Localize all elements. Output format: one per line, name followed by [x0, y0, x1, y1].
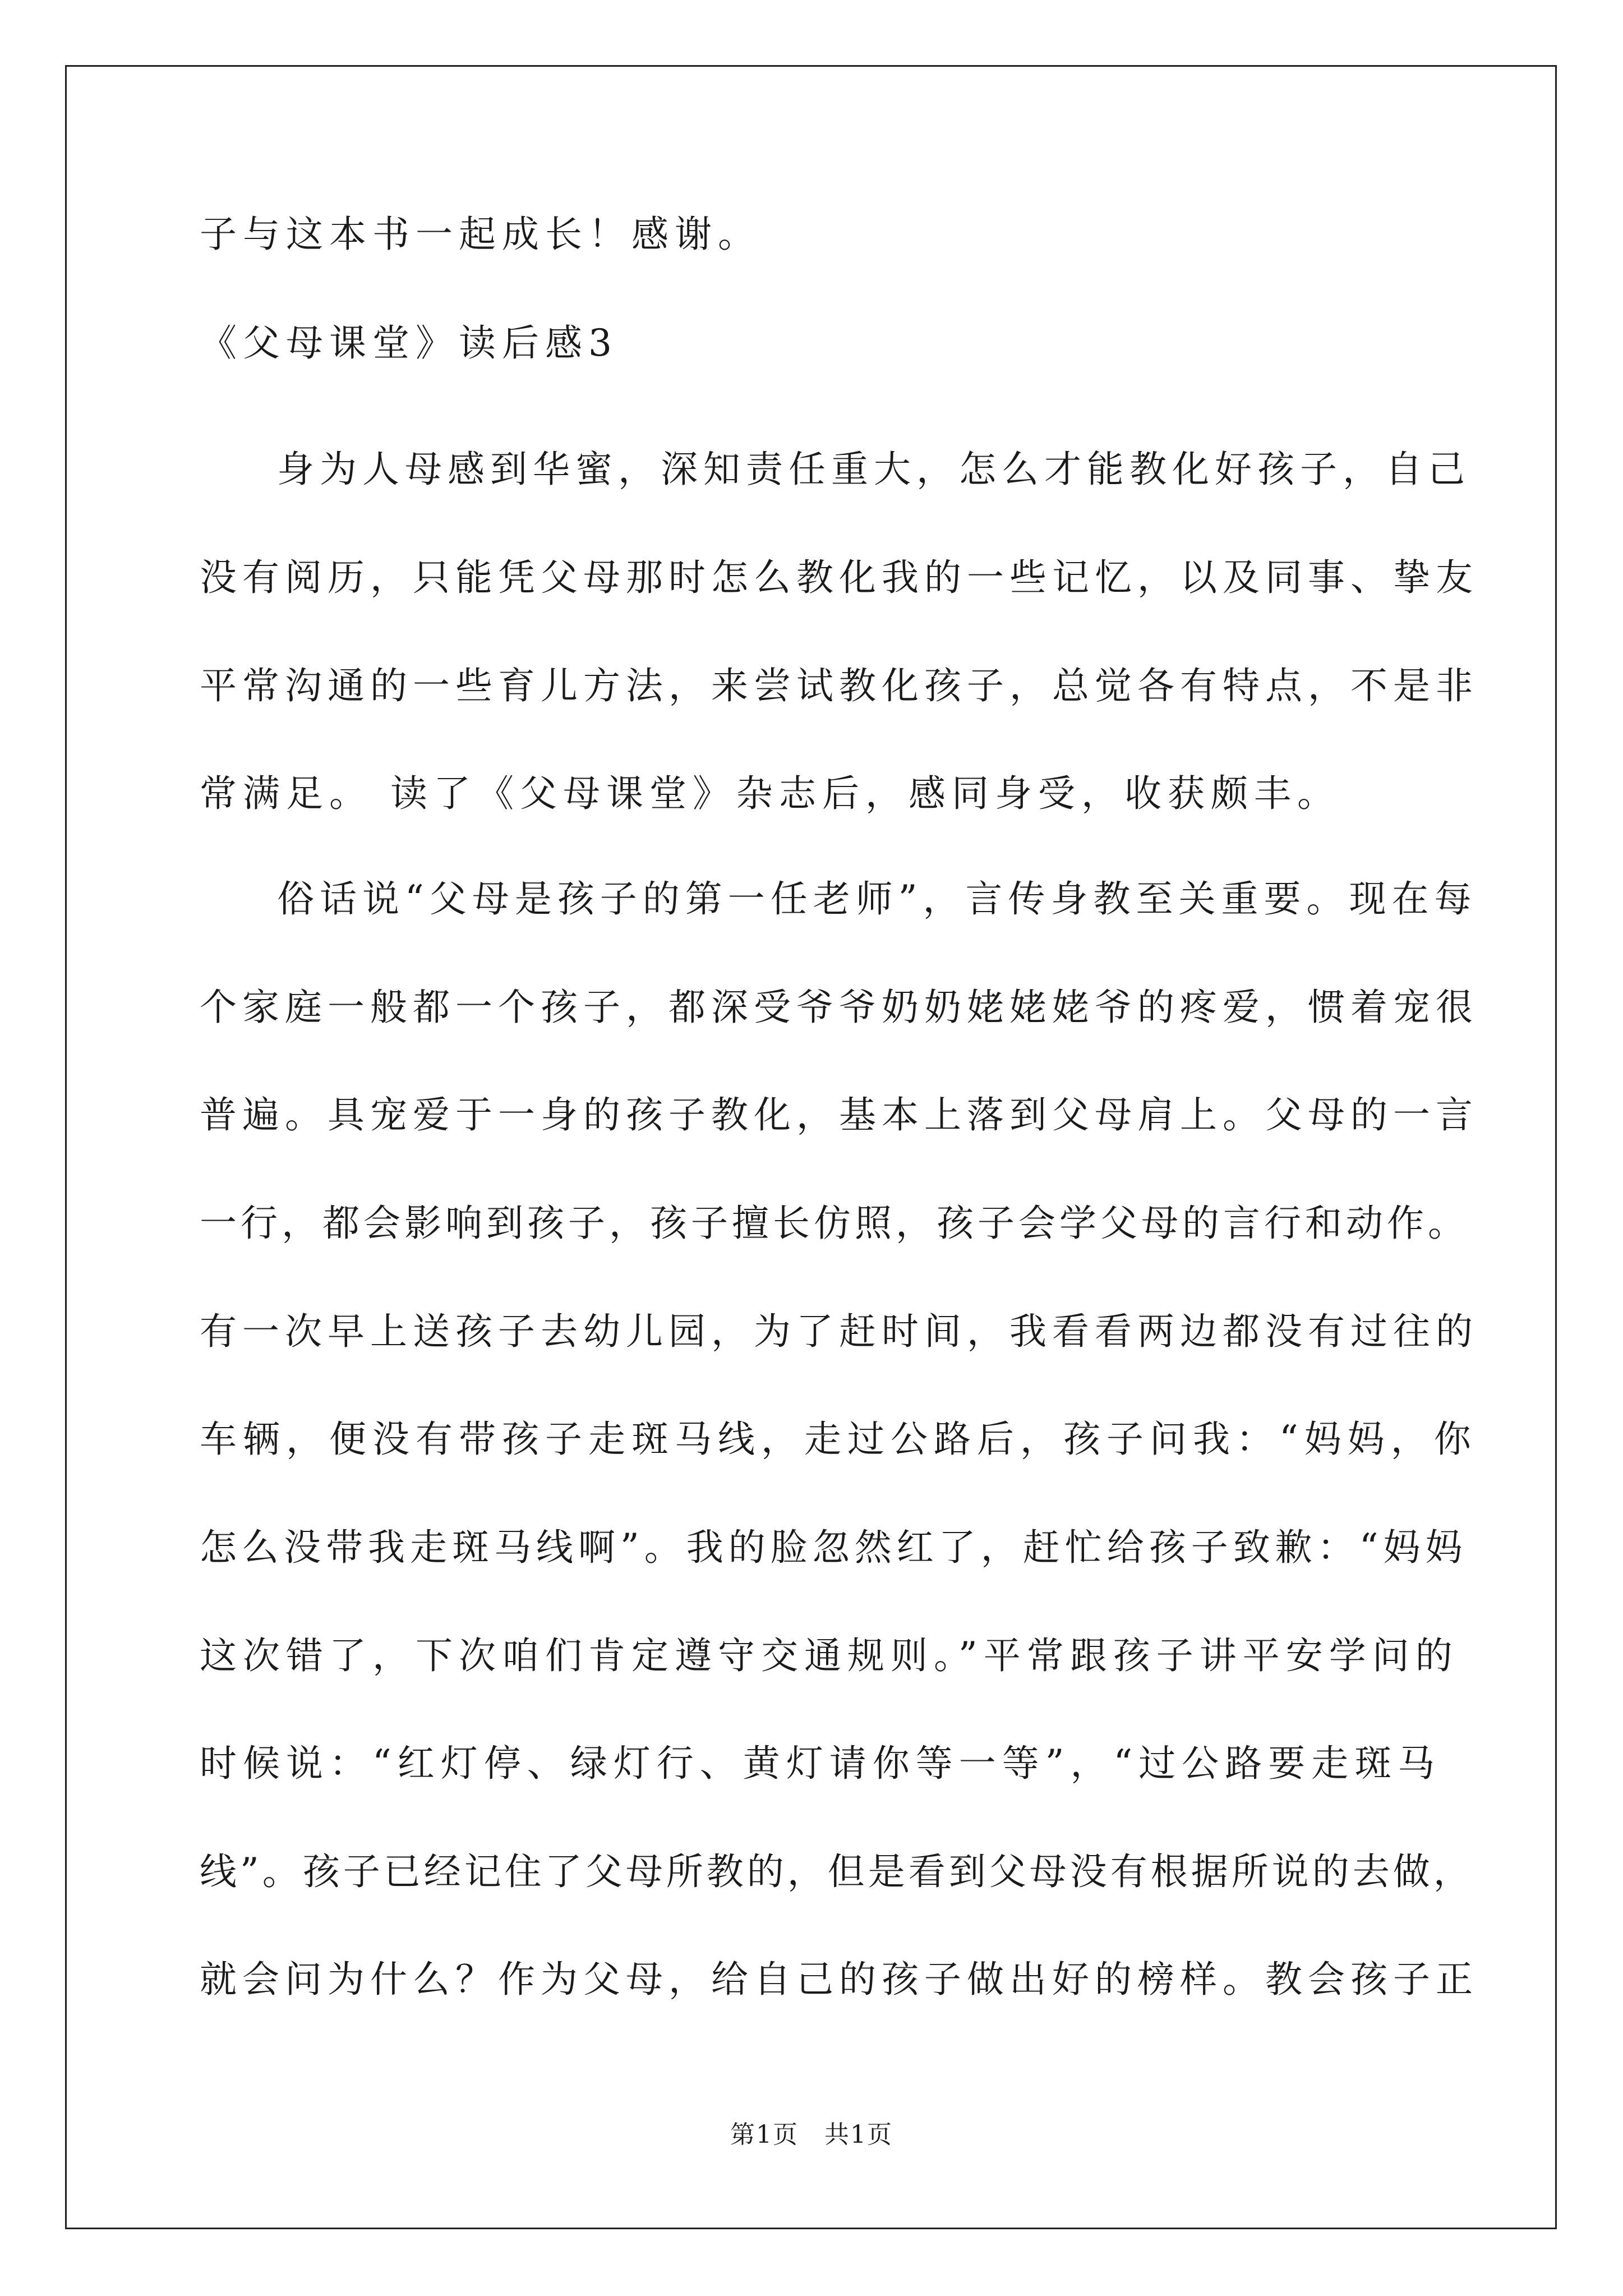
text-line: 有一次早上送孩子去幼儿园，为了赶时间，我看看两边都没有过往的: [200, 1310, 1478, 1353]
text-line: 个家庭一般都一个孩子，都深受爷爷奶奶姥姥姥爷的疼爱，惯着宠很: [200, 986, 1478, 1029]
text-line: 一行，都会影响到孩子，孩子擅长仿照，孩子会学父母的言行和动作。: [200, 1202, 1469, 1245]
text-line: 平常沟通的一些育儿方法，来尝试教化孩子，总觉各有特点，不是非: [200, 664, 1478, 707]
text-line: 就会问为什么？作为父母，给自己的孩子做出好的榜样。教会孩子正: [200, 1958, 1478, 2001]
text-line: 怎么没带我走斑马线啊”。我的脸忽然红了，赶忙给孩子致歉：“妈妈: [200, 1526, 1468, 1569]
text-line: 常满足。 读了《父母课堂》杂志后，感同身受，收获颇丰。: [200, 772, 1340, 815]
text-line: 时候说：“红灯停、绿灯行、黄灯请你等一等”，“过公路要走斑马: [200, 1742, 1441, 1785]
section-title: 《父母课堂》读后感3: [200, 321, 618, 365]
page-border: [65, 65, 1557, 2229]
text-line: 普遍。具宠爱于一身的孩子教化，基本上落到父母肩上。父母的一言: [200, 1093, 1478, 1137]
text-line: 没有阅历，只能凭父母那时怎么教化我的一些记忆，以及同事、挚友: [200, 556, 1478, 599]
text-line: 子与这本书一起成长！感谢。: [200, 213, 761, 256]
text-line: 这次错了，下次咱们肯定遵守交通规则。”平常跟孩子讲平安学问的: [200, 1634, 1459, 1677]
text-line: 车辆，便没有带孩子走斑马线，走过公路后，孩子问我：“妈妈，你: [200, 1418, 1477, 1461]
text-line: 线”。孩子已经记住了父母所教的，但是看到父母没有根据所说的去做，: [200, 1850, 1474, 1893]
text-line: 身为人母感到华蜜，深知责任重大，怎么才能教化好孩子，自己: [277, 448, 1470, 491]
page-number: 第1页 共1页: [730, 2120, 893, 2149]
text-line: 俗话说“父母是孩子的第一任老师”，言传身教至关重要。现在每: [277, 877, 1477, 921]
